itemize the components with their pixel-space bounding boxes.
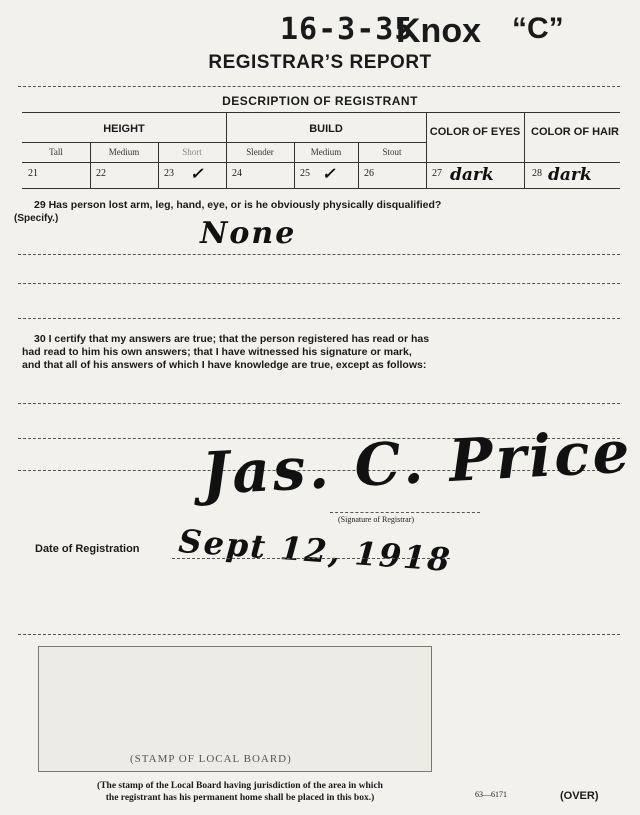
question-30-line-1: 30 I certify that my answers are true; that the person registered has read or has <box>34 333 430 345</box>
stamp-note-line-2: the registrant has his permanent home shall be placed in this box.) <box>105 793 375 803</box>
registration-date: Sept 12, 1918 <box>177 522 453 579</box>
question-30-line-3: and that all of his answers of which I have knowledge are true, except as follows: <box>22 359 427 371</box>
divider <box>18 86 620 87</box>
build-slender-label: Slender <box>246 147 274 157</box>
build-header: BUILD <box>309 123 343 135</box>
date-line <box>172 558 450 559</box>
height-rule <box>22 142 226 143</box>
signature-line <box>330 512 480 513</box>
section-title: DESCRIPTION OF REGISTRANT <box>222 94 418 108</box>
height-medium-label: Medium <box>108 147 140 157</box>
class-letter: “C” <box>512 12 564 45</box>
build-rule <box>226 142 426 143</box>
page-title: REGISTRAR’S REPORT <box>208 52 432 73</box>
answer-line <box>18 318 620 319</box>
question-29-answer: None <box>200 216 297 251</box>
col-divider <box>158 143 159 188</box>
table-mid-rule <box>22 162 620 163</box>
answer-line <box>18 283 620 284</box>
county-name: Knox <box>396 12 481 50</box>
date-label: Date of Registration <box>35 543 140 555</box>
form-number: 63—6171 <box>475 790 507 799</box>
hair-color-value: dark <box>548 165 592 185</box>
cell-number: 27 <box>432 168 442 179</box>
col-divider <box>294 143 295 188</box>
short-check-mark: ✓ <box>190 164 204 183</box>
height-short-label: Short <box>182 147 202 157</box>
height-header: HEIGHT <box>103 123 145 135</box>
build-stout-label: Stout <box>382 147 402 157</box>
answer-line <box>18 403 620 404</box>
answer-line <box>18 254 620 255</box>
eye-color-value: dark <box>450 165 494 185</box>
medium-build-check-mark: ✓ <box>322 164 336 183</box>
serial-number: 16-3-35 <box>280 12 414 47</box>
eyes-header: COLOR OF EYES <box>429 126 521 138</box>
cell-number: 26 <box>364 168 374 179</box>
cell-number: 25 <box>300 168 310 179</box>
group-divider <box>524 112 525 188</box>
height-tall-label: Tall <box>49 147 63 157</box>
cell-number: 28 <box>532 168 542 179</box>
stamp-note-line-1: (The stamp of the Local Board having jurisdiction of the area in which <box>97 781 383 791</box>
col-divider <box>90 143 91 188</box>
table-top-rule <box>22 112 620 113</box>
group-divider <box>426 112 427 188</box>
stamp-label: (STAMP OF LOCAL BOARD) <box>130 753 292 765</box>
stamp-note <box>0 780 480 804</box>
over-label: (OVER) <box>560 790 599 802</box>
cell-number: 22 <box>96 168 106 179</box>
cell-number: 21 <box>28 168 38 179</box>
question-30-line-2: had read to him his own answers; that I have witnessed his signature or mark, <box>22 346 412 358</box>
cell-number: 23 <box>164 168 174 179</box>
registrar-signature: Jas. C. Price <box>200 417 634 508</box>
hair-header: COLOR OF HAIR <box>531 126 619 138</box>
question-29: 29 Has person lost arm, leg, hand, eye, or is he obviously physically disqualified? <box>34 199 442 211</box>
cell-number: 24 <box>232 168 242 179</box>
signature-caption: (Signature of Registrar) <box>338 515 414 524</box>
build-medium-label: Medium <box>310 147 342 157</box>
specify-label: (Specify.) <box>14 213 59 224</box>
table-bottom-rule <box>22 188 620 189</box>
col-divider <box>358 143 359 188</box>
divider <box>18 634 620 635</box>
